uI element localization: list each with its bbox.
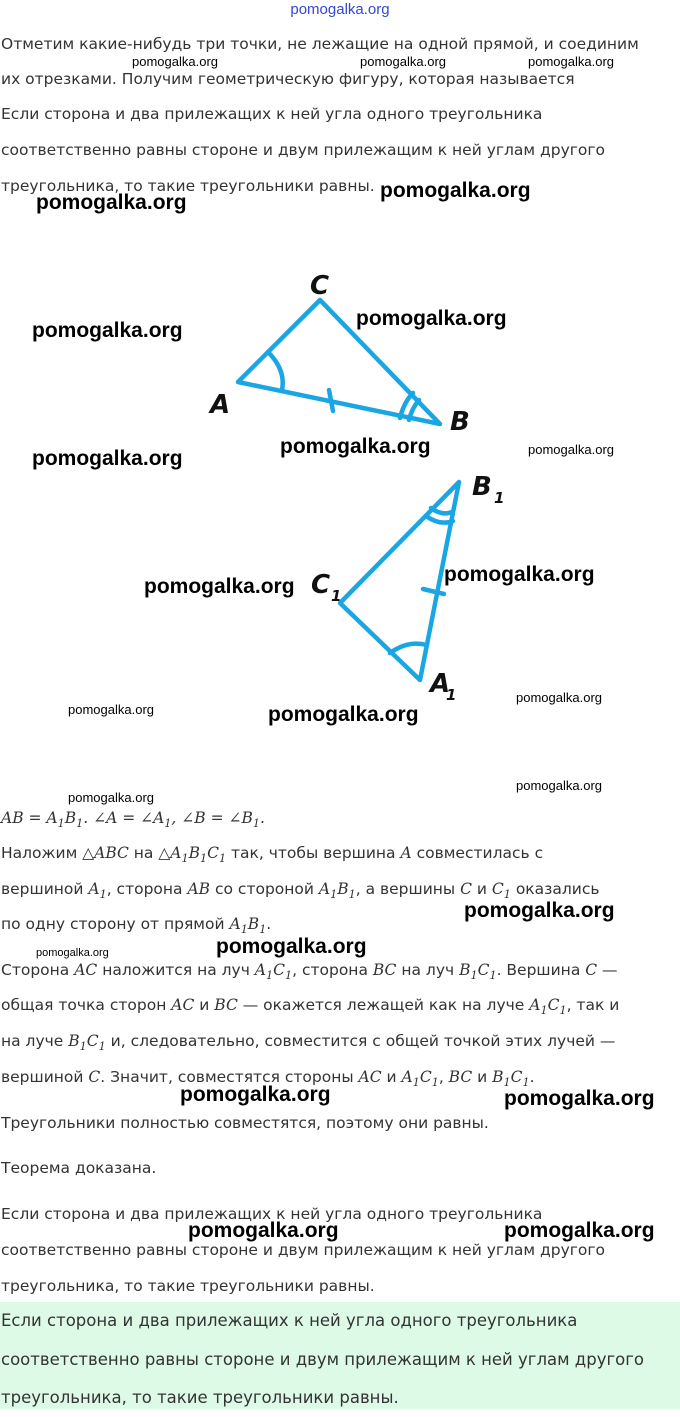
watermark: pomogalka.org xyxy=(68,790,154,805)
watermark: pomogalka.org xyxy=(516,690,602,705)
angle-a-arc xyxy=(268,352,283,390)
watermark: pomogalka.org xyxy=(180,1083,331,1106)
vertex-a1-sub: 1 xyxy=(446,686,457,704)
watermark: pomogalka.org xyxy=(144,575,295,598)
conclusion-line: Треугольники полностью совместятся, поэтому они равны. xyxy=(1,1114,489,1132)
watermark: pomogalka.org xyxy=(464,899,615,922)
watermark: pomogalka.org xyxy=(356,307,507,330)
proof2-line-b: общая точка сторон AC и BC — окажется лежащей как на луче $A_1C_1$, так и xyxy=(1,996,620,1018)
watermark: pomogalka.org xyxy=(528,442,614,457)
theorem-highlight-line-2: соответственно равны стороне и двум прилежащим к ней углам другого xyxy=(1,1350,644,1369)
theorem-line-2: соответственно равны стороне и двум прилежащим к ней углам другого xyxy=(1,141,606,159)
given-formula: AB = $A_1B_1$. ∠A = $\angle A_1$, ∠B = $\angle B_1$. xyxy=(1,809,265,831)
theorem-line-1: Если сторона и два прилежащих к ней угла одного треугольника xyxy=(1,105,543,123)
vertex-a-label: A xyxy=(210,390,231,420)
theorem-repeat-line-3: треугольника, то такие треугольники равны. xyxy=(1,1277,375,1295)
watermark: pomogalka.org xyxy=(32,319,183,342)
vertex-a1-label: A xyxy=(430,669,451,699)
vertex-b1-sub: 1 xyxy=(494,489,505,507)
proven-line: Теорема доказана. xyxy=(1,1159,157,1177)
theorem-line-3: треугольника, то такие треугольники равны. xyxy=(1,177,375,195)
watermark: pomogalka.org xyxy=(528,54,614,69)
intro-line-1: Отметим какие-нибудь три точки, не лежащие на одной прямой, и соединим xyxy=(1,35,639,53)
vertex-c-label: C xyxy=(310,271,330,301)
side-a1b1-tick xyxy=(423,589,444,594)
proof1-line-a: Наложим △ABC на $\triangle A_1B_1C_1$ так, чтобы вершина A совместилась с xyxy=(1,844,544,866)
proof1-line-c: по одну сторону от прямой $A_1B_1$. xyxy=(1,915,272,937)
vertex-b1-label: B xyxy=(472,472,492,502)
proof2-line-d: вершиной C. Значит, совместятся стороны AC и $A_1C_1$, BC и $B_1C_1$. xyxy=(1,1068,535,1090)
side-ab-tick xyxy=(329,390,333,411)
angle-b1-arc-1 xyxy=(431,508,452,513)
watermark: pomogalka.org xyxy=(360,54,446,69)
watermark: pomogalka.org xyxy=(504,1219,655,1242)
watermark: pomogalka.org xyxy=(36,191,187,214)
watermark: pomogalka.org xyxy=(380,179,531,202)
watermark: pomogalka.org xyxy=(280,435,431,458)
watermark: pomogalka.org xyxy=(32,447,183,470)
watermark: pomogalka.org xyxy=(36,947,109,959)
watermark: pomogalka.org xyxy=(504,1087,655,1110)
site-header[interactable]: pomogalka.org xyxy=(290,1,390,18)
vertex-c1-label: C xyxy=(311,570,331,600)
theorem-repeat-line-1: Если сторона и два прилежащих к ней угла одного треугольника xyxy=(1,1205,543,1223)
watermark: pomogalka.org xyxy=(188,1219,339,1242)
watermark: pomogalka.org xyxy=(68,702,154,717)
proof1-line-b: вершиной $A_1$, сторона AB со стороной $A_1B_1$, а вершины C и $C_1$ оказались xyxy=(1,880,600,902)
watermark: pomogalka.org xyxy=(268,703,419,726)
theorem-repeat-line-2: соответственно равны стороне и двум прилежащим к ней углам другого xyxy=(1,1241,606,1259)
watermark: pomogalka.org xyxy=(516,778,602,793)
proof2-line-a: Сторона AC наложится на луч $A_1C_1$, сторона BC на луч $B_1C_1$. Вершина C — xyxy=(1,961,618,983)
theorem-highlight-line-3: треугольника, то такие треугольники равны. xyxy=(1,1388,399,1407)
angle-a1-arc xyxy=(390,644,427,653)
vertex-c1-sub: 1 xyxy=(331,587,342,605)
vertex-b-label: B xyxy=(450,407,470,437)
watermark: pomogalka.org xyxy=(216,935,367,958)
angle-b1-arc-2 xyxy=(426,516,453,523)
intro-line-2: их отрезками. Получим геометрическую фигуру, которая называется xyxy=(1,70,575,88)
watermark: pomogalka.org xyxy=(444,563,595,586)
watermark: pomogalka.org xyxy=(132,54,218,69)
theorem-highlight-line-1: Если сторона и два прилежащих к ней угла одного треугольника xyxy=(1,1311,578,1330)
proof2-line-c: на луче $B_1C_1$ и, следовательно, совместится с общей точкой этих лучей — xyxy=(1,1032,616,1054)
